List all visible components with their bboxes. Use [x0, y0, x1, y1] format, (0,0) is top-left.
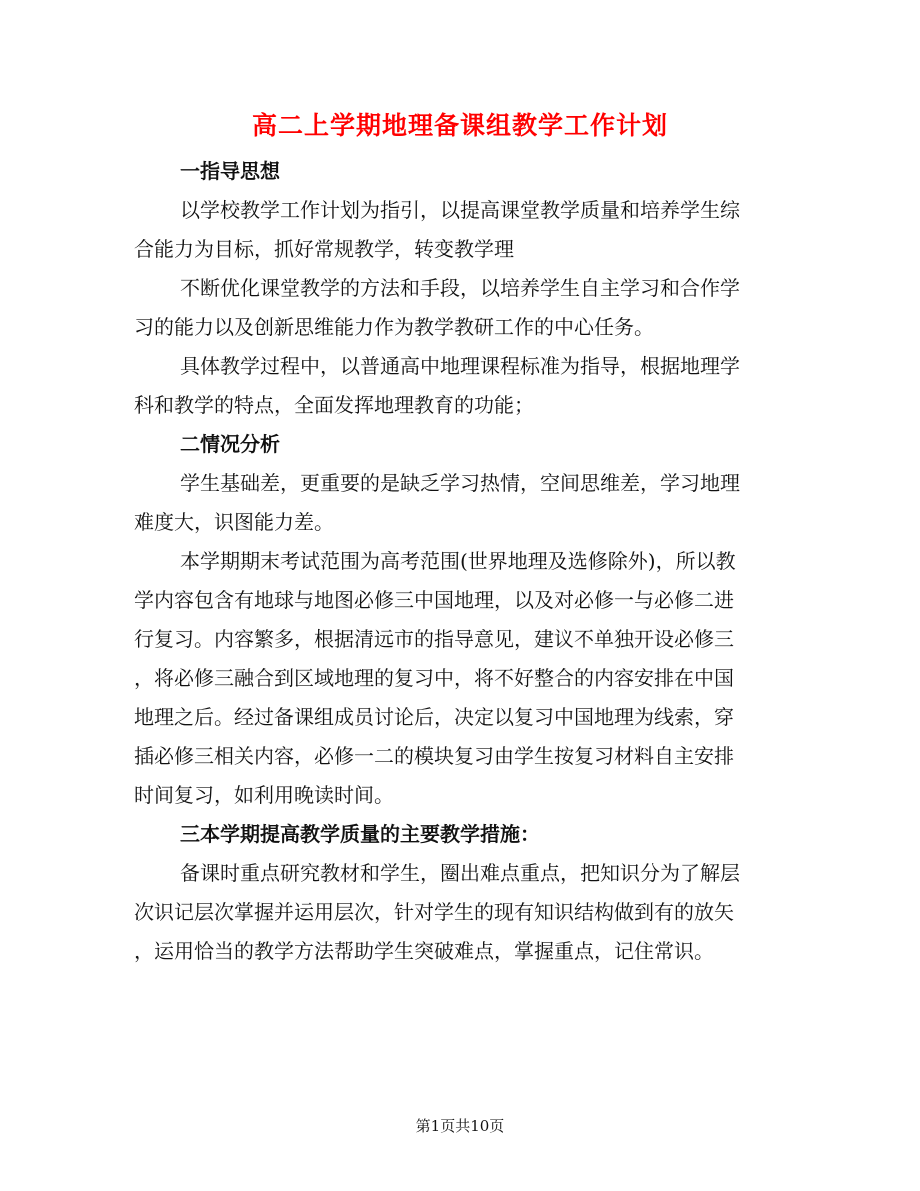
text-line: ，运用恰当的教学方法帮助学生突破难点，掌握重点，记住常识。 — [134, 939, 714, 963]
text-line: 以学校教学工作计划为指引，以提高课堂教学质量和培养学生综 — [180, 198, 740, 222]
text-line: ，将必修三融合到区域地理的复习中，将不好整合的内容安排在中国 — [134, 666, 734, 690]
page-number: 第1页共10页 — [415, 1117, 505, 1135]
section-heading: 一指导思想 — [180, 159, 280, 183]
paragraph — [134, 347, 794, 425]
text-line: 时间复习，如利用晚读时间。 — [134, 783, 394, 807]
text-line: 具体教学过程中，以普通高中地理课程标准为指导，根据地理学 — [180, 354, 740, 378]
text-line: 不断优化课堂教学的方法和手段，以培养学生自主学习和合作学 — [180, 276, 740, 300]
text-line: 插必修三相关内容，必修一二的模块复习由学生按复习材料自主安排 — [134, 744, 734, 768]
text-line: 学生基础差，更重要的是缺乏学习热情，空间思维差，学习地理 — [180, 471, 740, 495]
paragraph — [134, 854, 794, 971]
paragraph — [134, 542, 794, 815]
paragraph — [134, 191, 794, 269]
document-title: 高二上学期地理备课组教学工作计划 — [251, 111, 668, 140]
text-line: 合能力为目标，抓好常规教学，转变教学理 — [134, 237, 514, 261]
text-line: 地理之后。经过备课组成员讨论后，决定以复习中国地理为线索，穿 — [134, 705, 734, 729]
section-heading: 三本学期提高教学质量的主要教学措施： — [180, 822, 540, 846]
text-line: 习的能力以及创新思维能力作为教学教研工作的中心任务。 — [134, 315, 654, 339]
paragraph — [134, 269, 794, 347]
paragraph — [134, 464, 794, 542]
section-heading: 二情况分析 — [180, 432, 280, 456]
text-line: 本学期期末考试范围为高考范围(世界地理及选修除外)，所以教 — [180, 549, 736, 573]
text-line: 难度大，识图能力差。 — [134, 510, 334, 534]
document-body — [134, 152, 794, 971]
text-line: 学内容包含有地球与地图必修三中国地理，以及对必修一与必修二进 — [134, 588, 734, 612]
text-line: 科和教学的特点，全面发挥地理教育的功能； — [134, 393, 534, 417]
text-line: 备课时重点研究教材和学生，圈出难点重点，把知识分为了解层 — [180, 861, 740, 885]
text-line: 次识记层次掌握并运用层次，针对学生的现有知识结构做到有的放矢 — [134, 900, 734, 924]
text-line: 行复习。内容繁多，根据清远市的指导意见，建议不单独开设必修三 — [134, 627, 734, 651]
